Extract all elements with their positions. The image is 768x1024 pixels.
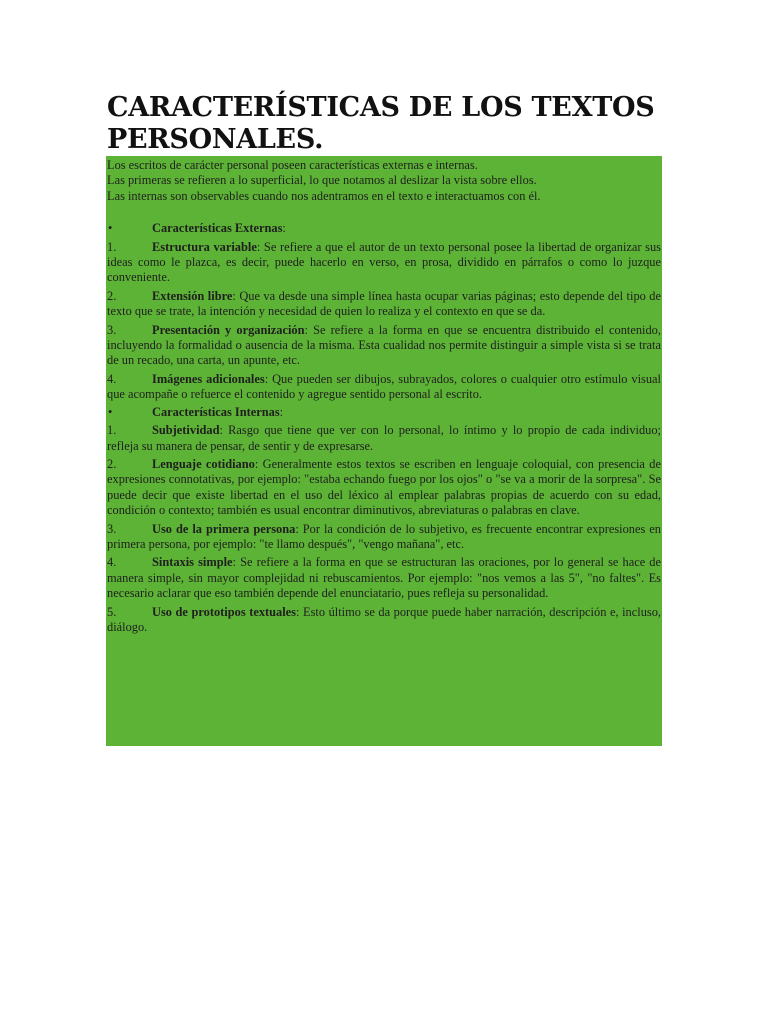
item-number: 4. (107, 371, 117, 386)
item-text: Generalmente estos textos se escriben en lenguaje coloquial, con presencia de expresiones connotativas, por ejemplo: "estaba echando fuego por los ojos" o "se va a morir de la sorpresa". Se puede decir que existe libertad en el uso del léxico al emplear palabras propias de acuerdo con su edad, condición o contexto; también es usual encontrar diminutivos, abreviaturas o palabras en clave. (107, 456, 661, 518)
item-number: 5. (107, 604, 117, 619)
intro-line: Las primeras se refieren a lo superficial, lo que notamos al deslizar la vista sobre ellos. (107, 173, 537, 188)
section-heading-label: Características Internas (152, 404, 280, 419)
item-text: Que pueden ser dibujos, subrayados, colores o cualquier otro estímulo visual que acompañe o refuerce el contenido y agregue sentido personal al escrito. (107, 371, 661, 402)
item-separator: : (304, 322, 314, 337)
item-separator: : (232, 555, 241, 570)
list-item (107, 423, 661, 454)
list-item (107, 605, 661, 636)
item-separator: : (264, 371, 273, 386)
item-term: Extensión libre (152, 288, 233, 303)
list-item (107, 240, 661, 286)
list-item (107, 555, 661, 601)
item-number: 2. (107, 288, 117, 303)
list-item (107, 457, 661, 519)
item-separator: : (295, 521, 303, 536)
section-heading-external (107, 221, 661, 236)
list-item (107, 372, 661, 403)
section-heading-internal (107, 405, 661, 420)
item-number: 1. (107, 423, 117, 438)
item-number: 3. (107, 322, 117, 337)
bullet-icon: • (108, 404, 113, 419)
spacer (107, 204, 661, 219)
list-item (107, 522, 661, 553)
item-text: Esto último se da porque puede haber narración, descripción e, incluso, diálogo. (107, 604, 661, 634)
list-item (107, 323, 661, 369)
item-text: Que va desde una simple línea hasta ocupar varias páginas; esto depende del tipo de texto que se trate, la intención y necesidad de quien lo realiza y el contexto en que se da. (107, 288, 662, 319)
item-text: Por la condición de lo subjetivo, es frecuente encontrar expresiones en primera persona, por ejemplo: "te llamo después", "vengo mañana", etc. (107, 521, 661, 551)
item-separator: : (256, 239, 264, 254)
item-separator: : (232, 288, 240, 303)
section-heading-suffix: : (279, 404, 284, 419)
item-term: Lenguaje cotidiano (152, 456, 255, 471)
item-term: Presentación y organización (152, 322, 305, 337)
item-number: 4. (107, 555, 117, 570)
intro-line: Las internas son observables cuando nos adentramos en el texto e interactuamos con él. (107, 188, 541, 203)
item-number: 3. (107, 521, 117, 536)
item-term: Subjetividad (152, 423, 220, 438)
item-term: Uso de la primera persona (152, 521, 296, 536)
item-term: Imágenes adicionales (152, 371, 265, 386)
item-text: Se refiere a que el autor de un texto personal posee la libertad de organizar sus ideas como le plazca, es decir, puede hacerlo en verso, en prosa, dividido en párrafos o como lo juzque conveniente. (107, 239, 662, 285)
item-text: Se refiere a la forma en que se encuentra distribuido el contenido, incluyendo la formalidad o ausencia de la misma. Esta cualidad nos permite distinguir a simple vista si se trata de un recado, una carta, un apunte, etc. (107, 322, 661, 368)
item-separator: : (219, 423, 229, 438)
intro-line: Los escritos de carácter personal poseen características externas e internas. (107, 158, 478, 172)
item-number: 2. (107, 456, 117, 471)
bullet-icon: • (108, 221, 113, 236)
item-separator: : (254, 456, 263, 471)
content-box (106, 156, 662, 746)
page-title: CARACTERÍSTICAS DE LOS TEXTOS PERSONALES. (107, 92, 655, 155)
item-term: Estructura variable (152, 239, 257, 254)
item-term: Uso de prototipos textuales (152, 604, 296, 619)
item-separator: : (296, 604, 304, 619)
section-heading-label: Características Externas (152, 221, 283, 236)
item-text: Se refiere a la forma en que se estructuran las oraciones, por lo general se hace de manera simple, sin mayor complejidad ni rebuscamientos. Por ejemplo: "nos vemos a las 5", "no faltes". Es necesario aclarar que eso también depende del enunciatario, pues refleja su personalidad. (107, 555, 661, 601)
list-item (107, 289, 661, 320)
item-number: 1. (107, 239, 117, 254)
section-heading-suffix: : (282, 221, 286, 236)
item-term: Sintaxis simple (152, 555, 233, 570)
item-text: Rasgo que tiene que ver con lo personal, lo íntimo y lo propio de cada individuo; refleja su manera de pensar, de sentir y de expresarse. (107, 423, 661, 453)
